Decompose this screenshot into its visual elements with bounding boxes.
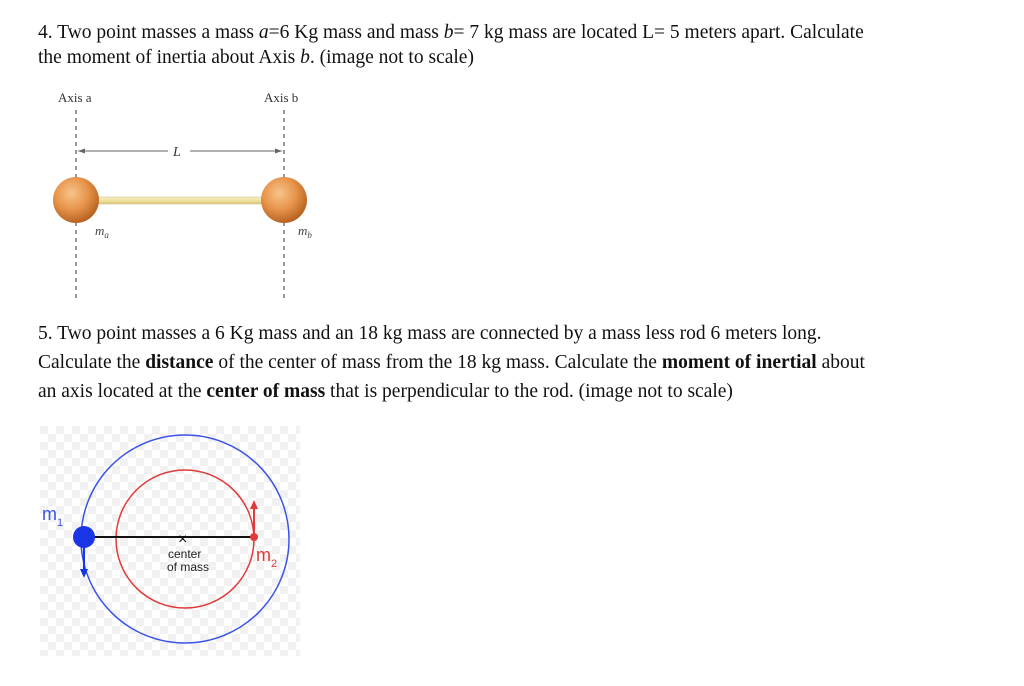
mass-b-label: $m_b$ xyxy=(298,223,312,240)
question-5-line3-b: that is perpendicular to the rod. (image not to scale) xyxy=(325,381,733,402)
mass-1-dot xyxy=(73,526,95,548)
question-4-text-a: Two point masses a mass xyxy=(57,22,259,43)
question-4 xyxy=(38,20,988,70)
question-4-line2-a: the moment of inertia about Axis xyxy=(38,47,301,68)
question-5-number: 5. xyxy=(38,323,53,344)
question-5-line2-b: of the center of mass from the 18 kg mass. Calculate the xyxy=(213,352,662,373)
question-5-line3-a: an axis located at the xyxy=(38,381,207,402)
question-5-line1: Two point masses a 6 Kg mass and an 18 kg mass are connected by a mass less rod 6 meters long. xyxy=(57,323,822,344)
question-4-text-c: = 7 kg mass are located L= 5 meters apart. Calculate xyxy=(453,22,864,43)
question-4-line2-b: . (image not to scale) xyxy=(309,47,474,68)
mass-2-label: $m_2$ xyxy=(256,545,278,570)
length-arrow-right xyxy=(275,149,282,154)
bold-center-of-mass: center of mass xyxy=(206,381,326,402)
center-label-line1: center xyxy=(168,547,202,561)
bold-distance: distance xyxy=(145,352,214,373)
question-5-line2-c: about xyxy=(816,352,865,373)
axis-b-label: Axis b xyxy=(264,90,299,105)
length-label: L xyxy=(173,145,181,160)
mass-a-label: $m_a$ xyxy=(95,223,109,240)
center-label-line2: of mass xyxy=(167,560,210,574)
axis-a-label: Axis a xyxy=(58,90,92,105)
mass-1-label: $m_1$ xyxy=(42,504,64,529)
mass-a-sphere xyxy=(53,177,99,223)
question-4-text-b: =6 Kg mass and mass xyxy=(268,22,444,43)
mass-b-sphere xyxy=(261,177,307,223)
massless-rod xyxy=(90,197,270,204)
figure-1-svg xyxy=(40,82,340,307)
figure-2-svg xyxy=(40,426,300,656)
figure-two-masses-axes xyxy=(40,82,340,307)
question-4-number: 4. xyxy=(38,22,53,43)
var-b2: b xyxy=(300,47,310,68)
center-of-mass-marker: × xyxy=(178,531,188,548)
var-a: a xyxy=(258,22,269,43)
length-arrow-left xyxy=(78,149,85,154)
figure-center-of-mass-orbit xyxy=(40,426,300,656)
bold-moment-of-inertial: moment of inertial xyxy=(661,352,817,373)
question-5 xyxy=(38,319,988,406)
question-5-line2-a: Calculate the xyxy=(38,352,146,373)
var-b: b xyxy=(443,22,454,43)
